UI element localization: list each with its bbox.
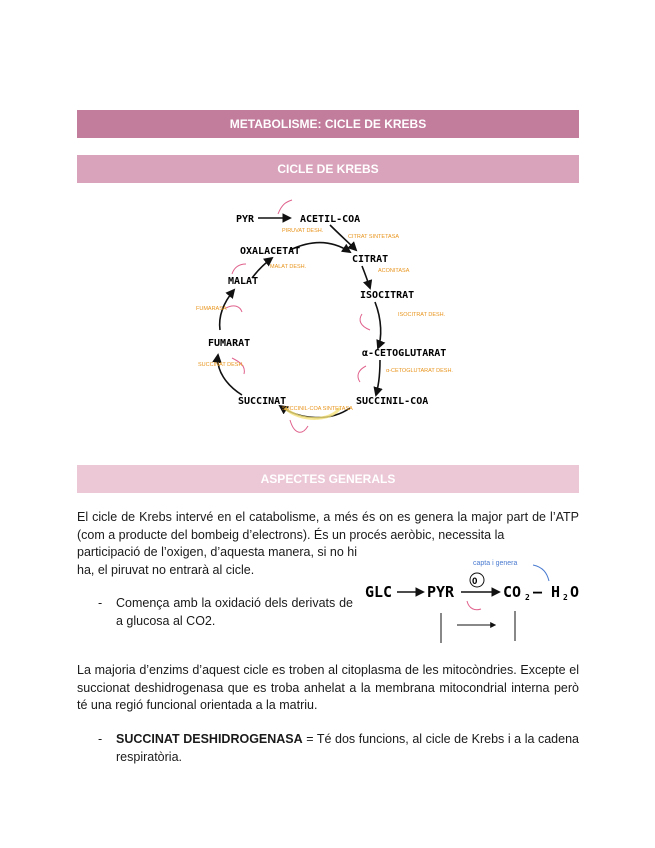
eq-h2o-o: O: [570, 583, 580, 601]
metabolite-succinat: SUCCINAT: [238, 396, 287, 407]
paragraph-intro-cont: participació de l’oxigen, d’aquesta manera, si no hi ha, el piruvat no entrarà al cicle.: [77, 545, 358, 577]
bullet-definition: = Té dos funcions, al cicle de Krebs i a la cadena respiratòria.: [116, 732, 579, 764]
eq-pyr: PYR: [427, 583, 455, 601]
glucose-equation-sketch: [357, 553, 587, 658]
eq-co2-sub: 2: [525, 593, 530, 602]
enzyme-fumarasa: FUMARASA: [196, 306, 227, 312]
metabolite-oxalacetat: OXALACETAT: [240, 246, 301, 257]
krebs-cycle-diagram: [190, 190, 460, 450]
bullet-text: [116, 731, 579, 766]
enzyme-pdh: PIRUVAT DESH.: [282, 228, 324, 234]
enzyme-succinil-coa-sintetasa: SUCCINIL-COA SINTETASA: [282, 406, 353, 412]
metabolite-pyr: PYR: [236, 214, 255, 225]
section-banner-krebs: [77, 155, 579, 183]
section-title: ASPECTES GENERALS: [260, 472, 396, 486]
metabolite-fumarat: FUMARAT: [208, 338, 251, 349]
bullet-dash: -: [98, 732, 103, 746]
enzyme-citrat-sintetasa: CITRAT SINTETASA: [348, 234, 400, 240]
metabolite-cetoglutarat: α-CETOGLUTARAT: [362, 348, 447, 359]
enzyme-isocitrat-desh: ISOCITRAT DESH.: [398, 312, 446, 318]
page-title-banner: [77, 110, 579, 138]
eq-glc: GLC: [365, 583, 393, 601]
enzyme-succinat-desh: SUCCINAT DESH.: [198, 362, 244, 368]
paragraph-intro: El cicle de Krebs intervé en el catabolisme, a més és on es genera la major part de l’ATP (com a producte del bombeig d’electrons). És un procés aeròbic, necessita la: [77, 510, 579, 542]
enzyme-cetoglutarat-desh: α-CETOGLUTARAT DESH.: [386, 368, 453, 374]
eq-h2o-sub: 2: [563, 593, 568, 602]
metabolite-isocitrat: ISOCITRAT: [360, 290, 415, 301]
bullet-term: SUCCINAT DESHIDROGENASA: [116, 732, 303, 746]
enzyme-malat-desh: MALAT DESH.: [270, 264, 307, 270]
paragraph-enzymes: La majoria d’enzims d’aquest cicle es troben al citoplasma de les mitocòndries. Excepte el succionat deshidrogenasa que es troba anhelat a la membrana mitocondrial interna però té una regió funcional orientada a la matriu.: [77, 663, 579, 712]
bullet-text: Comença amb la oxidació dels derivats de a glucosa al CO2.: [116, 596, 353, 628]
eq-co2: CO: [503, 583, 522, 601]
eq-h2o: – H: [533, 583, 561, 601]
eq-note: capta i genera: [473, 560, 518, 567]
metabolite-malat: MALAT: [228, 276, 259, 287]
eq-o2: O: [472, 577, 478, 587]
metabolite-acetil-coa: ACETIL-COA: [300, 214, 361, 225]
section-banner-general: [77, 465, 579, 493]
bullet-dash: -: [98, 596, 103, 610]
page-title: METABOLISME: CICLE DE KREBS: [229, 117, 427, 131]
section-title: CICLE DE KREBS: [277, 162, 379, 176]
metabolite-citrat: CITRAT: [352, 254, 389, 265]
metabolite-succinil-coa: SUCCINIL-COA: [356, 396, 429, 407]
enzyme-aconitasa: ACONITASA: [378, 268, 410, 274]
